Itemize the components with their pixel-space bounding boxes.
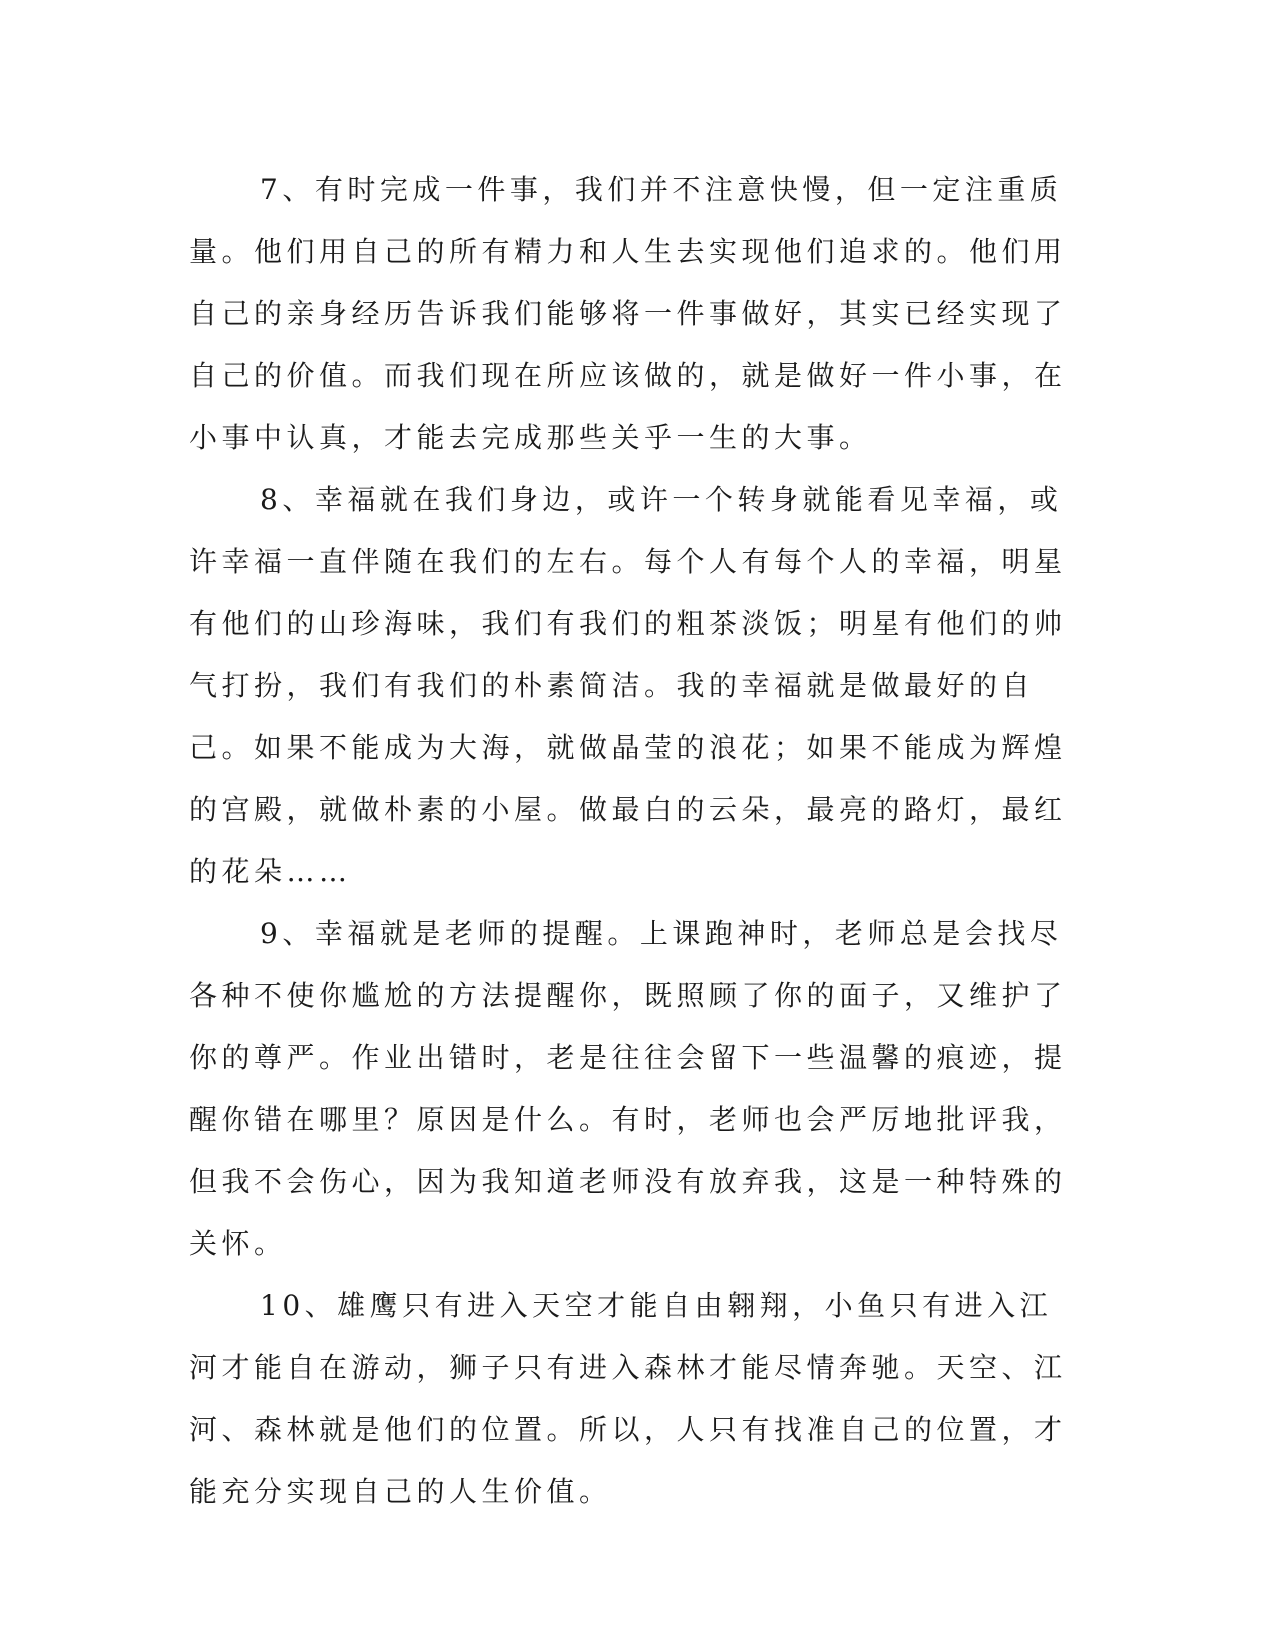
- paragraph-8: 8、幸福就在我们身边，或许一个转身就能看见幸福，或许幸福一直伴随在我们的左右。每个人有每个人的幸福，明星有他们的山珍海味，我们有我们的粗茶淡饭；明星有他们的帅气打扮，我们有我们的朴素简洁。我的幸福就是做最好的自己。如果不能成为大海，就做晶莹的浪花；如果不能成为辉煌的宫殿，就做朴素的小屋。做最白的云朵，最亮的路灯，最红的花朵……: [189, 483, 1067, 888]
- paragraph-7: 7、有时完成一件事，我们并不注意快慢，但一定注重质量。他们用自己的所有精力和人生去实现他们追求的。他们用自己的亲身经历告诉我们能够将一件事做好，其实已经实现了自己的价值。而我们现在所应该做的，就是做好一件小事，在小事中认真，才能去完成那些关乎一生的大事。: [189, 173, 1067, 454]
- document-body: [189, 159, 1079, 1523]
- paragraph-10: 10、雄鹰只有进入天空才能自由翱翔，小鱼只有进入江河才能自在游动，狮子只有进入森林才能尽情奔驰。天空、江河、森林就是他们的位置。所以，人只有找准自己的位置，才能充分实现自己的人生价值。: [189, 1289, 1067, 1508]
- paragraph-9: 9、幸福就是老师的提醒。上课跑神时，老师总是会找尽各种不使你尴尬的方法提醒你，既照顾了你的面子，又维护了你的尊严。作业出错时，老是往往会留下一些温馨的痕迹，提醒你错在哪里？原因是什么。有时，老师也会严厉地批评我，但我不会伤心，因为我知道老师没有放弃我，这是一种特殊的关怀。: [189, 917, 1067, 1260]
